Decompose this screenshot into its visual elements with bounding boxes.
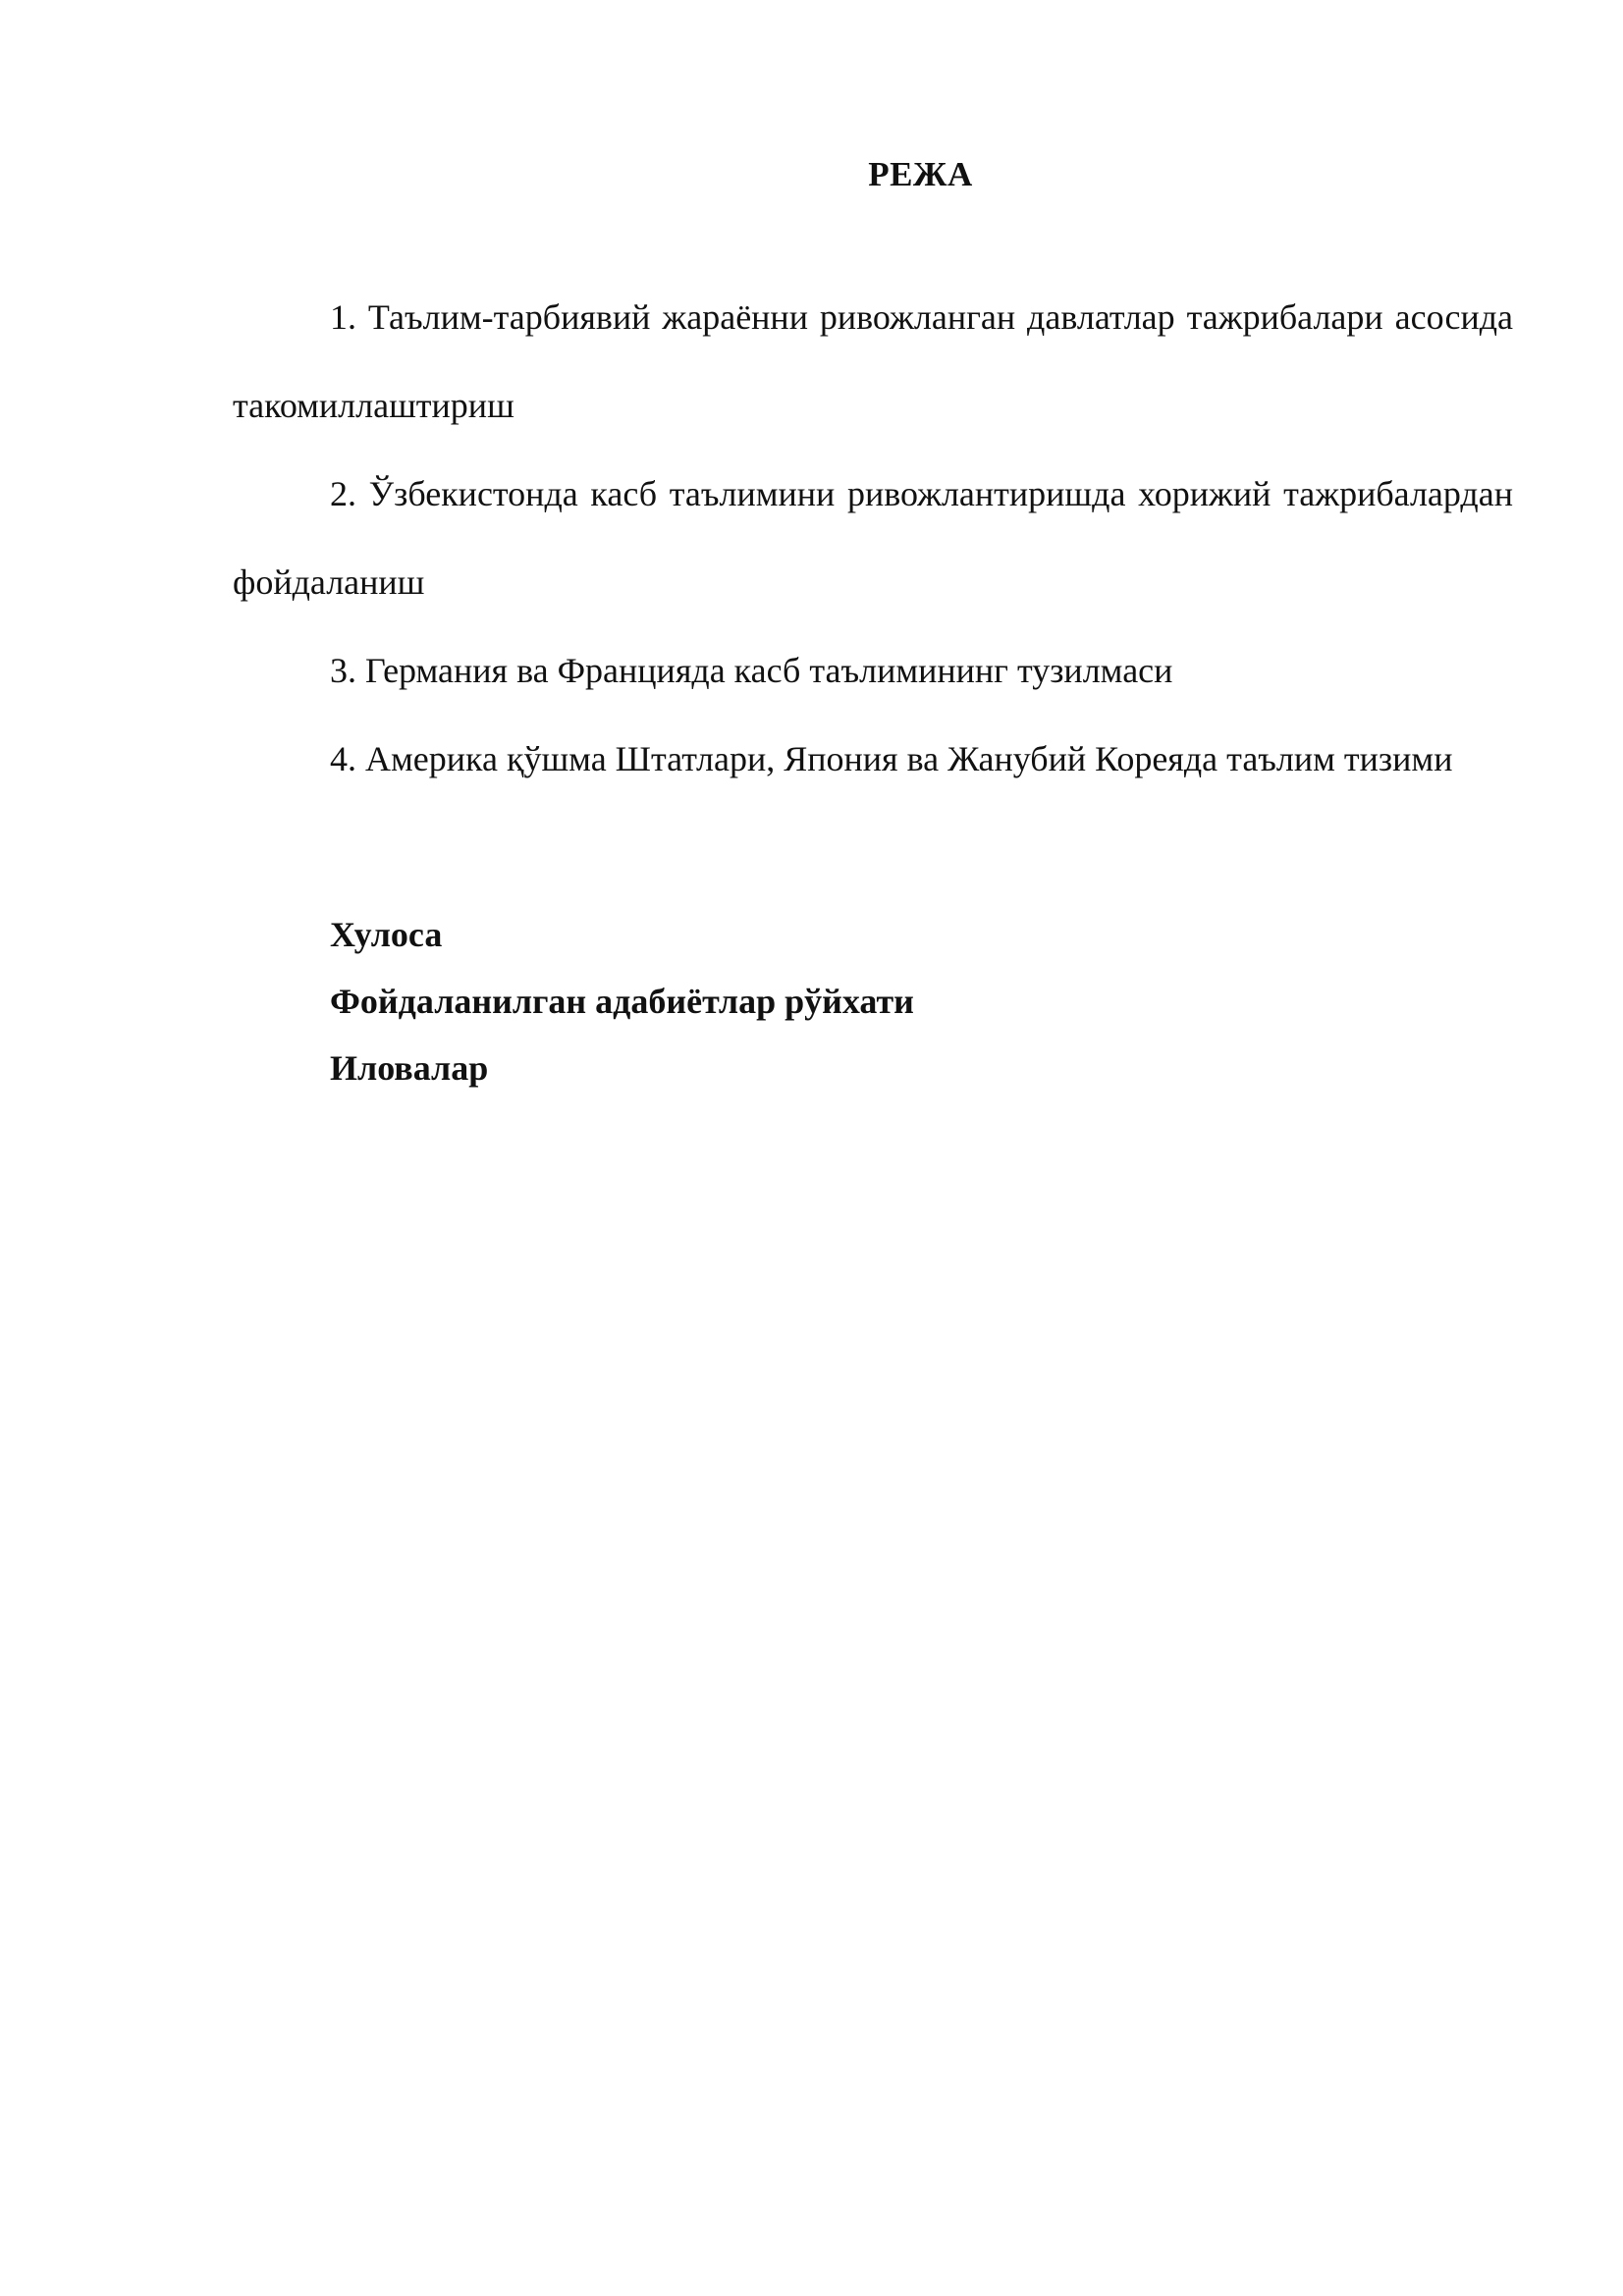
plan-item-2: 2. Ўзбекистонда касб таълимини ривожлантиришда хорижий тажрибалардан фойдаланиш (233, 474, 1513, 602)
plan-list (233, 273, 1513, 803)
plan-item-1: 1. Таълим-тарбиявий жараённи ривожланган давлатлар тажрибалари асосида такомиллаштириш (233, 297, 1513, 425)
plan-item-3: 3. Германия ва Францияда касб таълимининг тузилмаси (330, 651, 1173, 690)
section-references: Фойдаланилган адабиётлар рўйхати (330, 982, 914, 1021)
section-appendices: Иловалар (330, 1048, 489, 1088)
extra-sections (330, 901, 914, 1101)
section-conclusion: Хулоса (330, 915, 443, 954)
plan-item-4: 4. Америка қўшма Штатлари, Япония ва Жанубий Кореяда таълим тизими (330, 739, 1453, 778)
page-title: РЕЖА (868, 155, 973, 193)
